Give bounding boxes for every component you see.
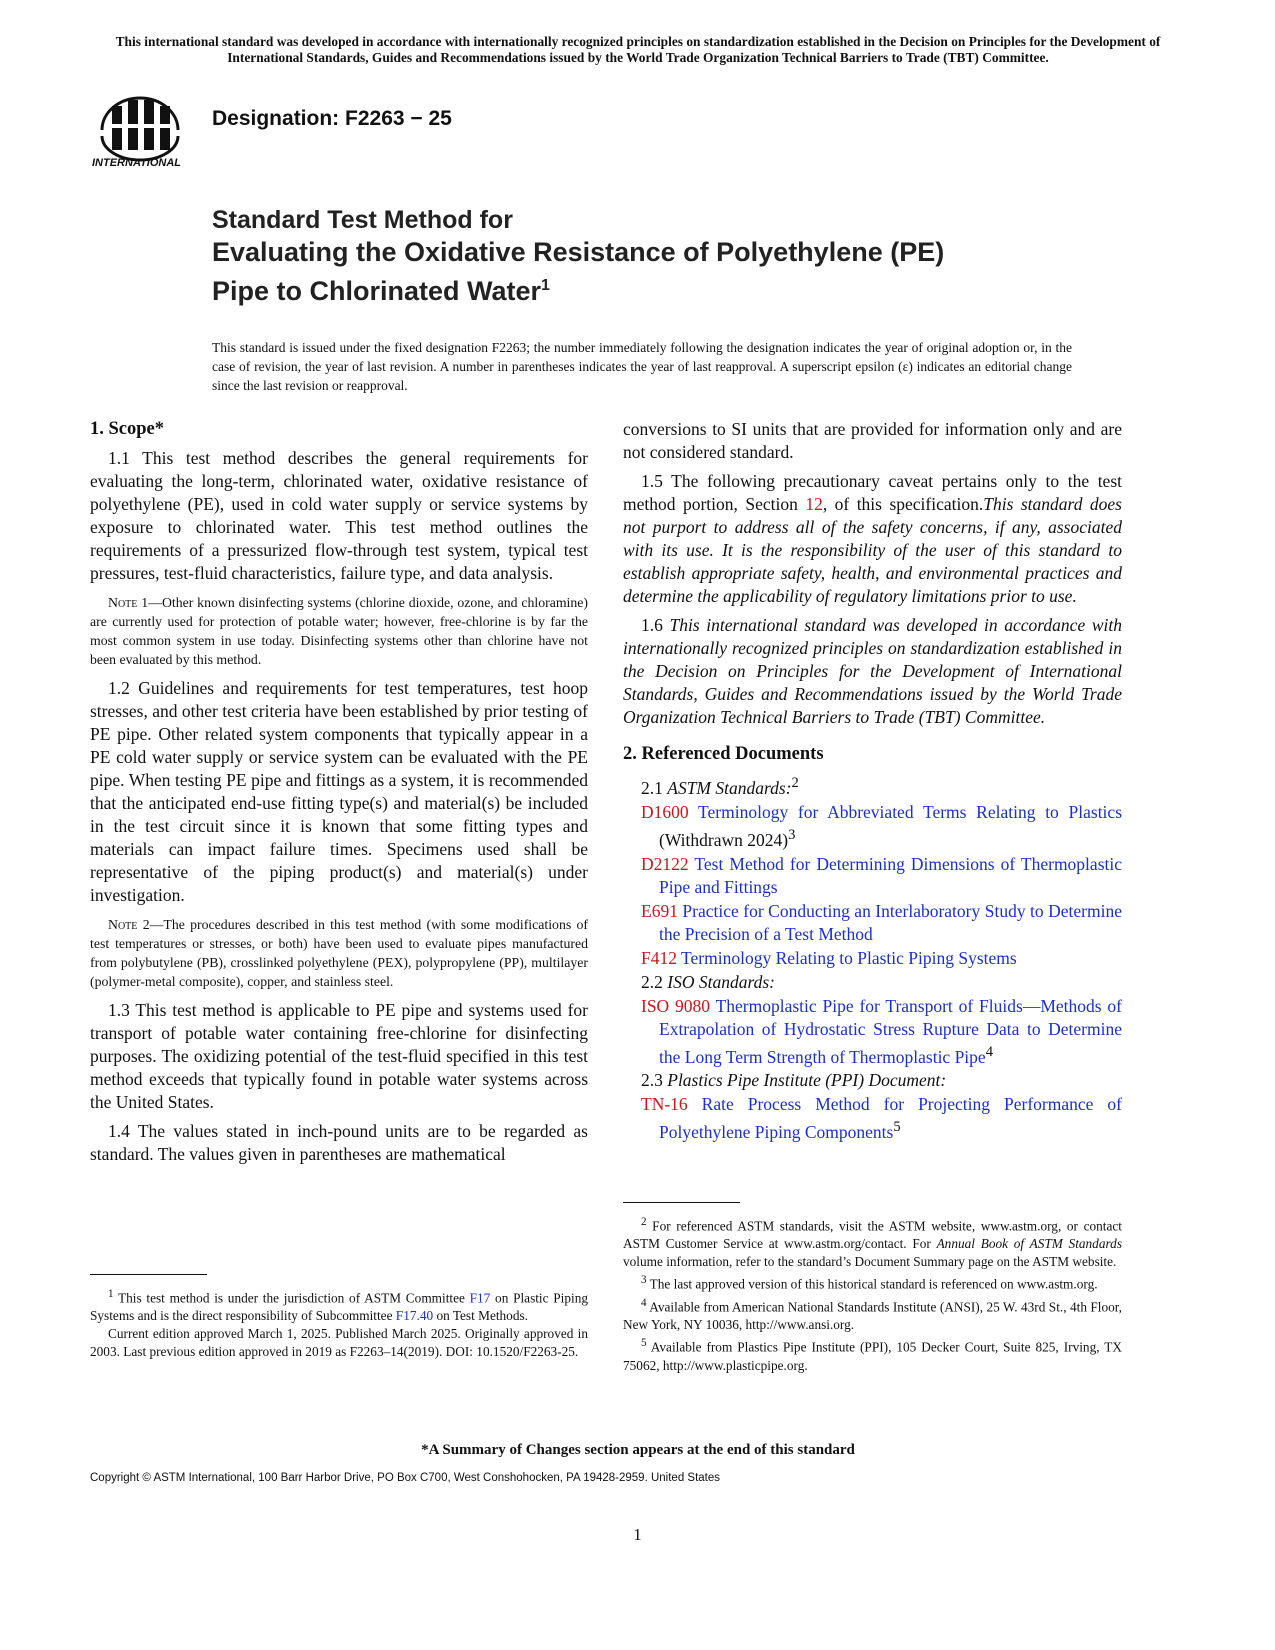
astm-logo-icon bbox=[90, 86, 190, 170]
top-notice: This international standard was developed in accordance with internationally recognized principles on standardization established in the Decision on Principles for the Development of International Standards, Guides and Recommendations issued by the World Trade Organization Technical Barriers to Trade (TBT) Committee. bbox=[115, 34, 1161, 65]
paragraph-1-6: 1.6 This international standard was developed in accordance with internationally recognized principles on standardization established in the Decision on Principles for the Development of International Standards, Guides and Recommendations issued by the World Trade Organization Technical Barriers to Trade (TBT) Committee. bbox=[623, 615, 1123, 727]
footnotes-left bbox=[90, 1285, 588, 1361]
note-2: Note 2—The procedures described in this test method (with some modifications of test temperatures or stresses, or both) have been used to evaluate pipes manufactured from polybutylene (PB), crosslinked polyethylene (PEX), polypropylene (PP), multilayer (polymer-metal composite), copper, and stainless steel. bbox=[90, 917, 589, 989]
footnote-3: $^3$ The last approved version of this historical standard is referenced on www.astm.org. bbox=[641, 1274, 1098, 1292]
ref-d2122[interactable]: D2122 Test Method for Determining Dimensions of Thermoplastic Pipe and Fittings bbox=[641, 853, 1122, 897]
ref-tn-16[interactable]: TN-16 Rate Process Method for Projecting Performance of Polyethylene Piping Components$^5$ bbox=[641, 1094, 1122, 1143]
link-f17[interactable]: F17 bbox=[469, 1290, 491, 1306]
ref-e691[interactable]: E691 Practice for Conducting an Interlaboratory Study to Determine the Precision of a Test Method bbox=[641, 900, 1122, 944]
ref-iso-9080[interactable]: ISO 9080 Thermoplastic Pipe for Transport of Fluids—Methods of Extrapolation of Hydrostatic Stress Rupture Data to Determine the Long Term Strength of Thermoplastic Pipe$^4$ bbox=[641, 995, 1122, 1067]
left-column bbox=[90, 418, 588, 1172]
iso-standards-head: 2.2 ISO Standards: bbox=[641, 971, 776, 992]
page-number: 1 bbox=[633, 1525, 642, 1544]
paragraph-1-4: 1.4 The values stated in inch-pound units are to be regarded as standard. The values given in parentheses are mathematical bbox=[90, 1121, 588, 1164]
ref-f412[interactable]: F412 Terminology Relating to Plastic Piping Systems bbox=[641, 947, 1017, 968]
summary-of-changes-note: *A Summary of Changes section appears at the end of this standard bbox=[421, 1442, 855, 1458]
referenced-heading: 2. Referenced Documents bbox=[623, 744, 824, 764]
title-footnote-mark: 1 bbox=[541, 277, 550, 294]
astm-refs bbox=[623, 801, 1122, 970]
footnote-2: $^2$ For referenced ASTM standards, visit the ASTM website, www.astm.org, or contact ASTM Customer Service at www.astm.org/contact. For Annual Book of ASTM Standards volume information, refer to the standard’s Document Summary page on the ASTM website. bbox=[623, 1216, 1122, 1270]
right-column bbox=[623, 418, 1122, 1145]
logo-subtext: INTERNATIONAL bbox=[92, 157, 182, 169]
link-f17-40[interactable]: F17.40 bbox=[395, 1308, 434, 1324]
issue-note: This standard is issued under the fixed designation F2263; the number immediately following the designation indicates the year of original adoption or, in the case of revision, the year of last revision. A number in parentheses indicates the year of last reapproval. A superscript epsilon (ε) indicates an editorial change since the last revision or reapproval. bbox=[212, 340, 1072, 393]
paragraph-1-1: 1.1 This test method describes the general requirements for evaluating the long-term, chlorinated water, oxidative resistance of polyethylene (PE), used in cold water supply or service systems by exposure to chlorinated water. This test method outlines the requirements of a pressurized flow-through test system, typical test pressures, test-fluid characteristics, failure type, and data analysis. bbox=[90, 448, 588, 583]
note-1: Note 1—Other known disinfecting systems (chlorine dioxide, ozone, and chloramine) are currently used for protection of potable water; however, free-chlorine is by far the most common system in use today. Disinfecting systems other than chlorine have not been evaluated by this method. bbox=[90, 595, 589, 667]
footnote-rule-left bbox=[90, 1274, 207, 1275]
title-line-2a: Evaluating the Oxidative Resistance of Polyethylene (PE) bbox=[212, 237, 945, 267]
footnote-5: $^5$ Available from Plastics Pipe Institute (PPI), 105 Decker Court, Suite 825, Irving, TX 75062, http://www.plasticpipe.org. bbox=[623, 1337, 1122, 1373]
paragraph-1-4-cont: conversions to SI units that are provided for information only and are not considered standard. bbox=[623, 419, 1122, 462]
link-section-12[interactable]: 12 bbox=[805, 494, 823, 514]
scope-heading: 1. Scope* bbox=[90, 419, 164, 439]
footnotes-right bbox=[623, 1213, 1122, 1375]
paragraph-1-5: 1.5 The following precautionary caveat pertains only to the test method portion, Section 12, of this specification.This standard does not purport to address all of the safety concerns, if any, associated with its use. It is the responsibility of the user of this standard to establish appropriate safety, health, and environmental practices and determine the applicability of regulatory limitations prior to use. bbox=[623, 471, 1122, 606]
title-block bbox=[212, 205, 1032, 308]
footnote-4: $^4$ Available from American National Standards Institute (ANSI), 25 W. 43rd St., 4th Floor, New York, NY 10036, http://www.ansi.org. bbox=[623, 1296, 1122, 1333]
ppi-document-head: 2.3 Plastics Pipe Institute (PPI) Document: bbox=[641, 1070, 947, 1091]
paragraph-1-3: 1.3 This test method is applicable to PE pipe and systems used for transport of potable water containing free-chlorine for disinfecting purposes. The oxidizing potential of the test-fluid specified in this test method exceeds that typically found in potable water systems across the United States. bbox=[90, 1000, 588, 1112]
copyright: Copyright © ASTM International, 100 Barr Harbor Drive, PO Box C700, West Conshohocken, PA 19428-2959. United States bbox=[90, 1472, 721, 1484]
footnote-rule-right bbox=[623, 1202, 740, 1203]
title-line-2 bbox=[212, 235, 1032, 308]
footnote-1-edition: Current edition approved March 1, 2025. Published March 2025. Originally approved in 2003. Last previous edition approved in 2019 as F2263–14(2019). DOI: 10.1520/F2263-25. bbox=[90, 1326, 588, 1360]
footnote-1: $^1$ This test method is under the jurisdiction of ASTM Committee F17 on Plastic Piping Systems and is the direct responsibility of Subcommittee F17.40 on Test Methods. bbox=[90, 1288, 588, 1324]
paragraph-1-2: 1.2 Guidelines and requirements for test temperatures, test hoop stresses, and other test criteria have been established by prior testing of PE pipe. Other related system components that typically appear in a PE cold water supply or service system can be evaluated with the PE pipe. When testing PE pipe and fittings as a system, it is recommended that the anticipated end-use fitting type(s) and material(s) be included in the test circuit since it is known that some fitting types and materials can impact failure times. Specimens used shall be representative of the piping product(s) and material(s) under investigation. bbox=[90, 678, 588, 905]
title-line-2b: Pipe to Chlorinated Water$^1$ bbox=[212, 276, 550, 306]
designation: Designation: F2263 − 25 bbox=[212, 107, 452, 130]
title-line-1: Standard Test Method for bbox=[212, 206, 513, 234]
astm-standards-head: 2.1 ASTM Standards:$^2$ bbox=[641, 775, 799, 798]
ref-d1600[interactable]: D1600 Terminology for Abbreviated Terms Relating to Plastics (Withdrawn 2024)$^3$ bbox=[641, 801, 1122, 850]
